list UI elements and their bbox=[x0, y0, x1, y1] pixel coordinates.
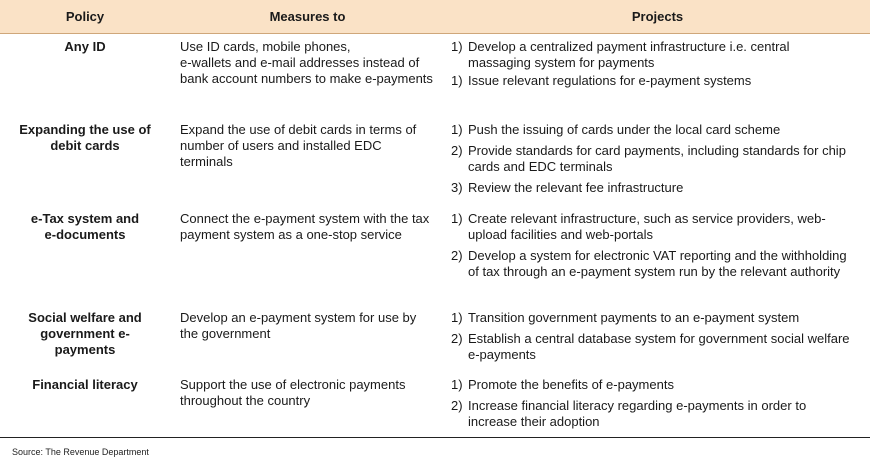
table-row bbox=[0, 39, 870, 94]
project-text: Establish a central database system for government social welfare e-payments bbox=[468, 331, 850, 362]
table-row bbox=[0, 122, 870, 201]
measures-cell bbox=[170, 39, 445, 94]
projects-cell bbox=[445, 39, 870, 94]
measures-cell bbox=[170, 377, 445, 435]
measures-text: Support the use of electronic payments throughout the country bbox=[180, 377, 406, 408]
table-header bbox=[0, 0, 870, 34]
project-item bbox=[451, 143, 870, 175]
project-text: Create relevant infrastructure, such as service providers, web-upload facilities and web-portals bbox=[468, 211, 826, 242]
policy-cell: Any ID bbox=[64, 39, 106, 54]
project-text: Review the relevant fee infrastructure bbox=[468, 180, 684, 195]
project-item bbox=[451, 39, 870, 71]
project-number: 1) bbox=[451, 39, 463, 54]
project-item bbox=[451, 73, 870, 89]
project-item bbox=[451, 122, 870, 138]
project-number: 1) bbox=[451, 122, 463, 137]
measures-cell bbox=[170, 310, 445, 368]
policy-cell: Expanding the use of debit cards bbox=[19, 122, 151, 153]
project-item bbox=[451, 180, 870, 196]
project-text: Promote the benefits of e-payments bbox=[468, 377, 674, 392]
project-number: 1) bbox=[451, 310, 463, 325]
table-row bbox=[0, 211, 870, 285]
project-text: Develop a centralized payment infrastructure i.e. central massaging system for payments bbox=[468, 39, 790, 70]
project-item bbox=[451, 248, 870, 280]
project-item bbox=[451, 398, 870, 430]
header-measures: Measures to bbox=[269, 9, 346, 24]
bottom-rule bbox=[0, 437, 870, 438]
project-number: 1) bbox=[451, 211, 463, 226]
project-text: Transition government payments to an e-payment system bbox=[468, 310, 800, 325]
project-item bbox=[451, 211, 870, 243]
projects-cell bbox=[445, 122, 870, 201]
policy-cell: e-Tax system and e-documents bbox=[30, 211, 140, 242]
project-number: 2) bbox=[451, 331, 463, 346]
policy-cell: Financial literacy bbox=[32, 377, 138, 392]
table-row bbox=[0, 377, 870, 435]
project-number: 3) bbox=[451, 180, 463, 195]
project-item bbox=[451, 331, 870, 363]
measures-text: Develop an e-payment system for use by the government bbox=[180, 310, 417, 341]
project-number: 2) bbox=[451, 248, 463, 263]
policy-table bbox=[0, 0, 870, 34]
measures-cell bbox=[170, 211, 445, 285]
project-text: Issue relevant regulations for e-payment systems bbox=[468, 73, 752, 88]
project-text: Push the issuing of cards under the local card scheme bbox=[468, 122, 781, 137]
project-text: Provide standards for card payments, including standards for chip cards and EDC terminals bbox=[468, 143, 846, 174]
project-number: 2) bbox=[451, 143, 463, 158]
measures-text: Connect the e-payment system with the tax payment system as a one-stop service bbox=[180, 211, 430, 242]
table-row bbox=[0, 310, 870, 368]
policy-cell: Social welfare and government e-payments bbox=[28, 310, 142, 357]
project-number: 1) bbox=[451, 377, 463, 392]
measures-text: Use ID cards, mobile phones, e-wallets and e-mail addresses instead of bank account numbers to make e-payments bbox=[180, 39, 433, 86]
measures-cell bbox=[170, 122, 445, 201]
project-text: Develop a system for electronic VAT reporting and the withholding of tax through an e-payment system run by the relevant authority bbox=[468, 248, 847, 279]
project-number: 1) bbox=[451, 73, 463, 88]
projects-cell bbox=[445, 377, 870, 435]
project-item bbox=[451, 310, 870, 326]
header-policy: Policy bbox=[65, 9, 105, 24]
header-projects: Projects bbox=[631, 9, 684, 24]
projects-cell bbox=[445, 211, 870, 285]
source-note: Source: The Revenue Department bbox=[12, 447, 149, 457]
project-number: 2) bbox=[451, 398, 463, 413]
project-text: Increase financial literacy regarding e-payments in order to increase their adoption bbox=[468, 398, 807, 429]
measures-text: Expand the use of debit cards in terms of number of users and installed EDC terminals bbox=[180, 122, 417, 169]
projects-cell bbox=[445, 310, 870, 368]
project-item bbox=[451, 377, 870, 393]
